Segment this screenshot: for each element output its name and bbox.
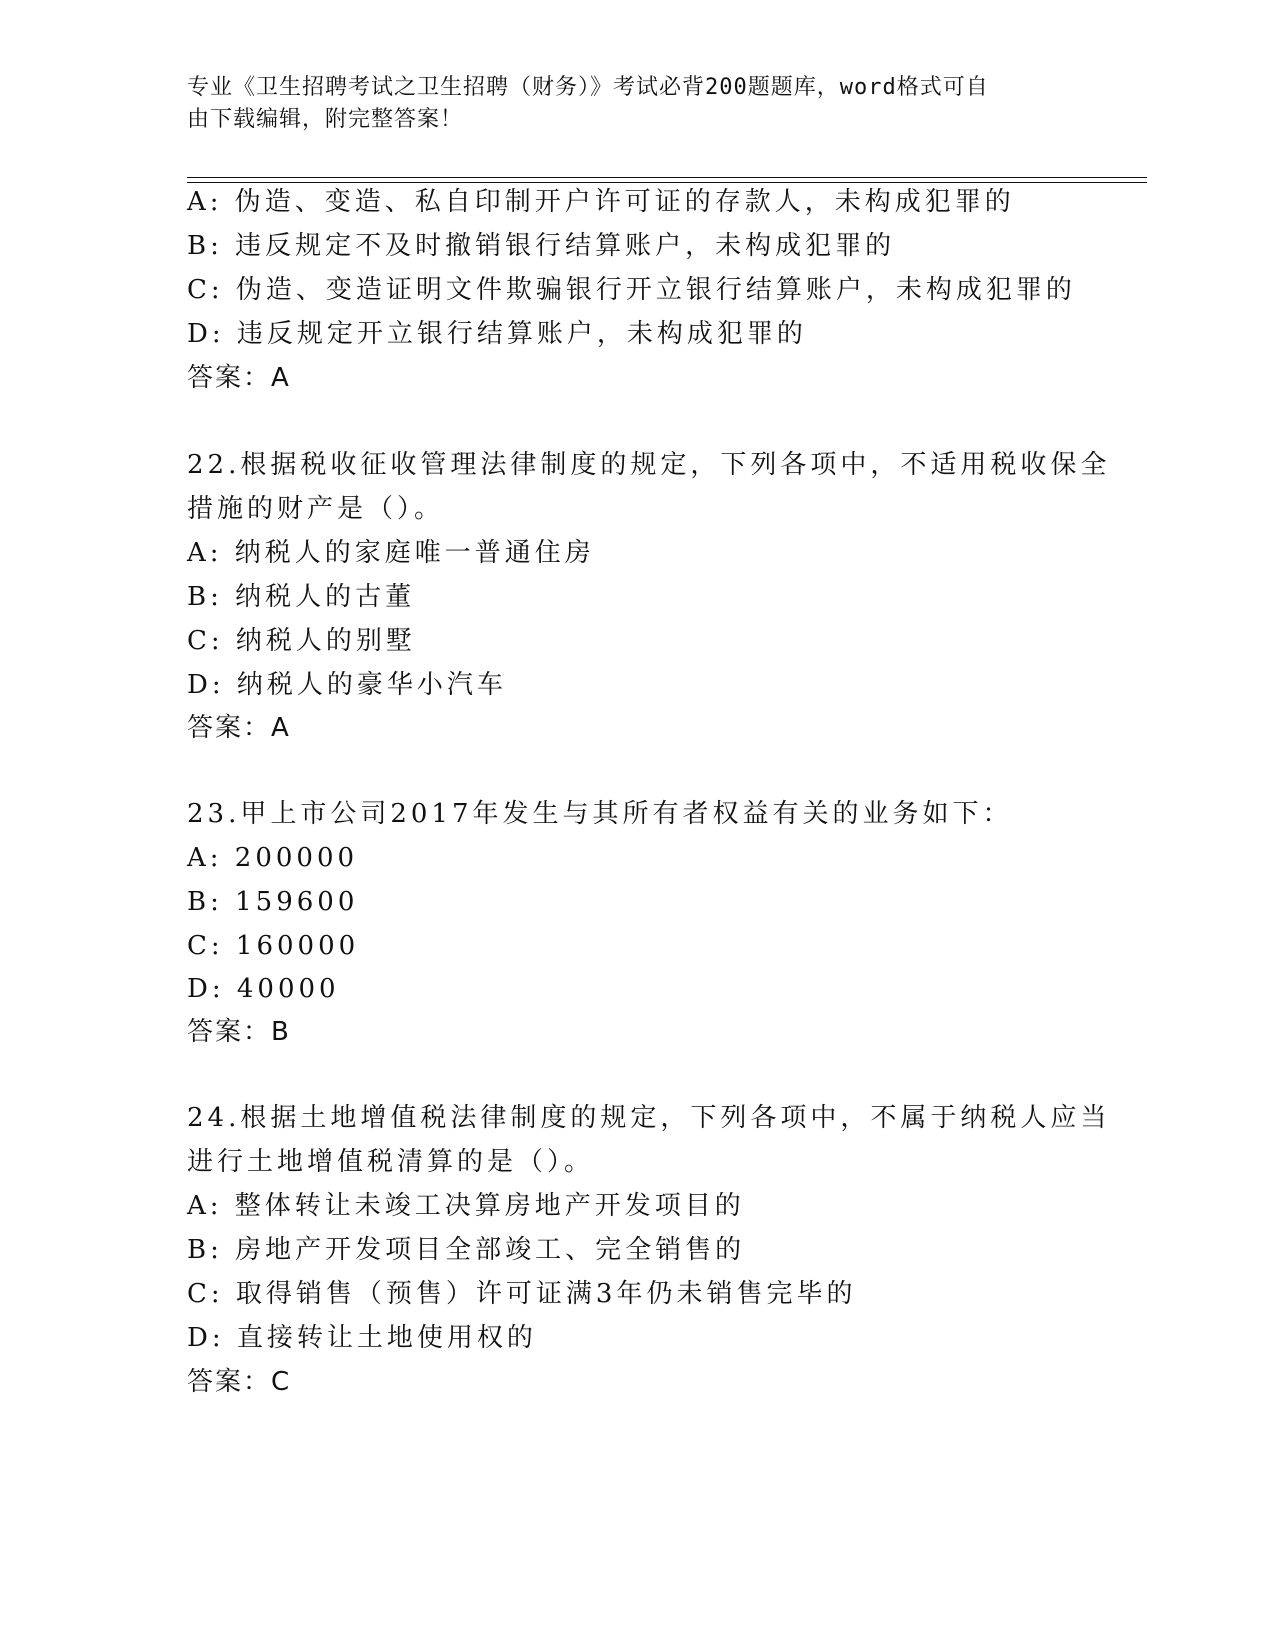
q22-answer: 答案：A — [187, 713, 291, 743]
q23-option-a: A: 200000 — [187, 843, 359, 873]
q23-option-d: D: 40000 — [187, 974, 340, 1004]
q24-option-a: A: 整体转让未竣工决算房地产开发项目的 — [187, 1191, 745, 1221]
header-divider-bottom — [187, 182, 1147, 183]
header-title-line-1: 专业《卫生招聘考试之卫生招聘（财务）》考试必背200题题库，word格式可自 — [187, 75, 989, 100]
q22-option-a: A: 纳税人的家庭唯一普通住房 — [187, 538, 595, 568]
document-header — [187, 72, 1067, 136]
q24-option-b: B: 房地产开发项目全部竣工、完全销售的 — [187, 1235, 746, 1265]
q24-answer: 答案：C — [187, 1367, 292, 1397]
q21-answer: 答案：A — [187, 363, 291, 393]
q23-option-b: B: 159600 — [187, 887, 359, 917]
header-title-line-2: 由下载编辑，附完整答案！ — [187, 107, 464, 132]
q21-option-c: C: 伪造、变造证明文件欺骗银行开立银行结算账户，未构成犯罪的 — [187, 275, 1076, 305]
q24-option-d: D: 直接转让土地使用权的 — [187, 1323, 537, 1353]
q22-stem-line-1: 22.根据税收征收管理法律制度的规定，下列各项中，不适用税收保全 — [187, 450, 1111, 480]
q22-stem-line-2: 措施的财产是（）。 — [187, 494, 445, 524]
q22-option-d: D: 纳税人的豪华小汽车 — [187, 670, 507, 700]
q24-option-c: C: 取得销售（预售）许可证满3年仍未销售完毕的 — [187, 1279, 857, 1309]
q23-option-c: C: 160000 — [187, 931, 360, 961]
q24-stem-line-2: 进行土地增值税清算的是（）。 — [187, 1147, 595, 1177]
q23-answer: 答案：B — [187, 1017, 291, 1047]
q24-stem-line-1: 24.根据土地增值税法律制度的规定，下列各项中，不属于纳税人应当 — [187, 1103, 1111, 1133]
q21-option-d: D: 违反规定开立银行结算账户，未构成犯罪的 — [187, 319, 807, 349]
header-divider-top — [187, 177, 1147, 178]
q22-option-b: B: 纳税人的古董 — [187, 582, 416, 612]
q21-option-a: A: 伪造、变造、私自印制开户许可证的存款人，未构成犯罪的 — [187, 187, 1015, 217]
q21-option-b: B: 违反规定不及时撤销银行结算账户，未构成犯罪的 — [187, 231, 896, 261]
q22-option-c: C: 纳税人的别墅 — [187, 626, 416, 656]
q23-stem-line-1: 23.甲上市公司2017年发生与其所有者权益有关的业务如下： — [187, 799, 1013, 829]
